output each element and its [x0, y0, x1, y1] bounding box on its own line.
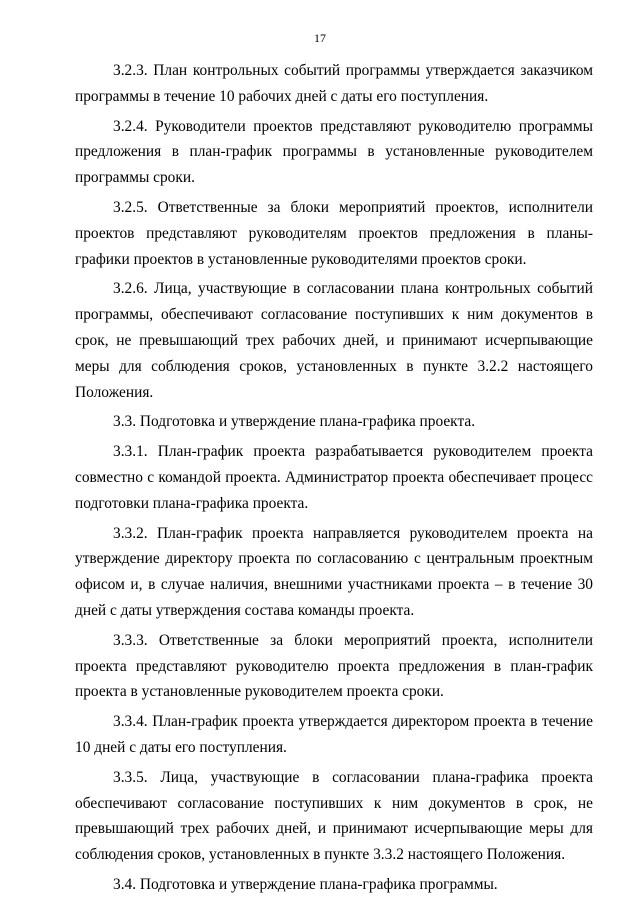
- paragraph-3-3-2: 3.3.2. План-график проекта направляется руководителем проекта на утверждение директору проекта по согласованию с центральным проектным офисом и, в случае наличия, внешними участниками проекта – в течение 30 дней с даты утверждения состава команды проекта.: [75, 524, 593, 619]
- document-body: [75, 58, 593, 902]
- section-heading-3-4: 3.4. Подготовка и утверждение плана-графика программы.: [113, 875, 498, 893]
- paragraph-3-2-6: 3.2.6. Лица, участвующие в согласовании плана контрольных событий программы, обеспечивают согласование поступивших к ним документов в срок, не превышающий трех рабочих дней, и принимают исчерпывающие меры для соблюдения сроков, установленных в пункте 3.2.2 настоящего Положения.: [75, 280, 593, 401]
- paragraph-3-3-1: 3.3.1. План-график проекта разрабатывается руководителем проекта совместно с командой проекта. Администратор проекта обеспечивает процесс подготовки плана-графика проекта.: [75, 443, 593, 512]
- paragraph-3-3-5: 3.3.5. Лица, участвующие в согласовании плана-графика проекта обеспечивают согласование поступивших к ним документов в срок, не превышающий трех рабочих дней, и принимают исчерпывающие меры для соблюдения сроков, установленных в пункте 3.3.2 настоящего Положения.: [75, 768, 593, 864]
- paragraph-3-3-3: 3.3.3. Ответственные за блоки мероприятий проекта, исполнители проекта представляют руководителю проекта предложения в план-график проекта в установленные руководителем проекта сроки.: [75, 631, 593, 701]
- page-number: 17: [314, 31, 326, 45]
- paragraph-3-3-4: 3.3.4. План-график проекта утверждается директором проекта в течение 10 дней с даты его поступления.: [75, 713, 593, 756]
- paragraph-3-2-5: 3.2.5. Ответственные за блоки мероприятий проектов, исполнители проектов представляют руководителям проектов предложения в планы-графики проектов в установленные руководителями проектов сроки.: [75, 198, 593, 268]
- paragraph-3-2-4: 3.2.4. Руководители проектов представляют руководителю программы предложения в план-график программы в установленные руководителем программы сроки.: [75, 117, 593, 187]
- paragraph-3-2-3: 3.2.3. План контрольных событий программы утверждается заказчиком программы в течение 10 рабочих дней с даты его поступления.: [75, 62, 593, 105]
- section-heading-3-3: 3.3. Подготовка и утверждение плана-графика проекта.: [113, 413, 476, 431]
